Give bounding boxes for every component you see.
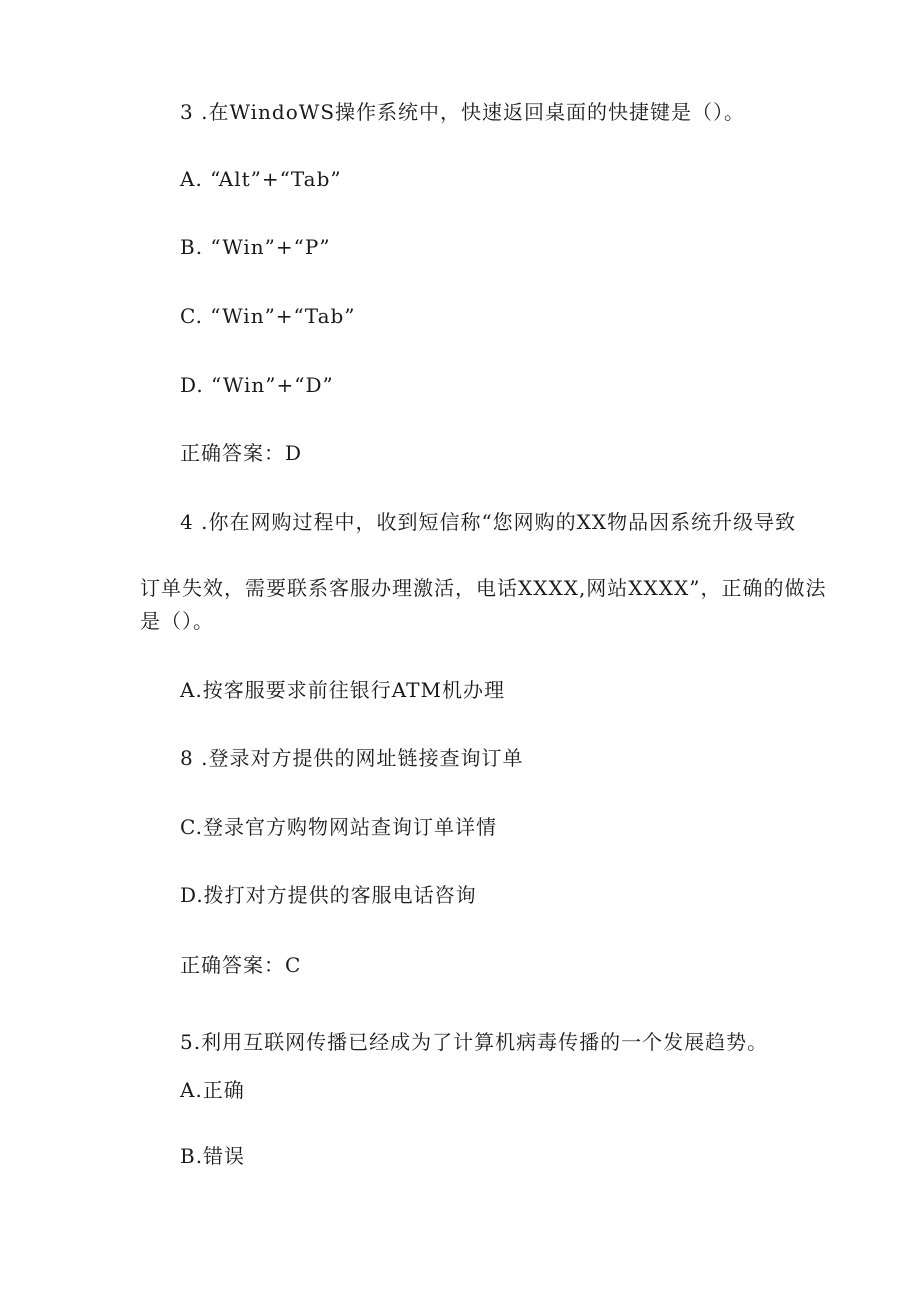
question-4-option-c: C.登录官方购物网站查询订单详情 [180, 815, 497, 839]
question-4-option-d: D.拨打对方提供的客服电话咨询 [180, 883, 477, 907]
question-5-stem: 5.利用互联网传播已经成为了计算机病毒传播的一个发展趋势。 [180, 1030, 769, 1054]
question-4-stem-line-1: 4 .你在网购过程中，收到短信称“您网购的XX物品因系统升级导致 [180, 510, 797, 534]
question-5-option-b: B.错误 [180, 1144, 246, 1168]
question-3-option-b: B. “Win”+“P” [180, 235, 331, 259]
question-4-stem-line-3: 是（）。 [140, 609, 214, 633]
question-4-option-b: 8 .登录对方提供的网址链接查询订单 [180, 746, 524, 770]
question-3-option-d: D. “Win”+“D” [180, 373, 334, 397]
question-4-stem-line-2: 订单失效，需要联系客服办理激活，电话XXXX,网站XXXX”，正确的做法 [140, 576, 827, 600]
question-4-option-a: A.按客服要求前往银行ATM机办理 [180, 678, 505, 702]
question-3-answer: 正确答案：D [180, 441, 303, 465]
question-3-option-c: C. “Win”+“Tab” [180, 304, 356, 328]
question-5-option-a: A.正确 [180, 1078, 245, 1102]
question-3-stem: 3 .在WindoWS操作系统中，快速返回桌面的快捷键是（）。 [180, 100, 746, 124]
question-4-answer: 正确答案：C [180, 953, 302, 977]
question-3-option-a: A. “Alt”+“Tab” [180, 167, 342, 191]
